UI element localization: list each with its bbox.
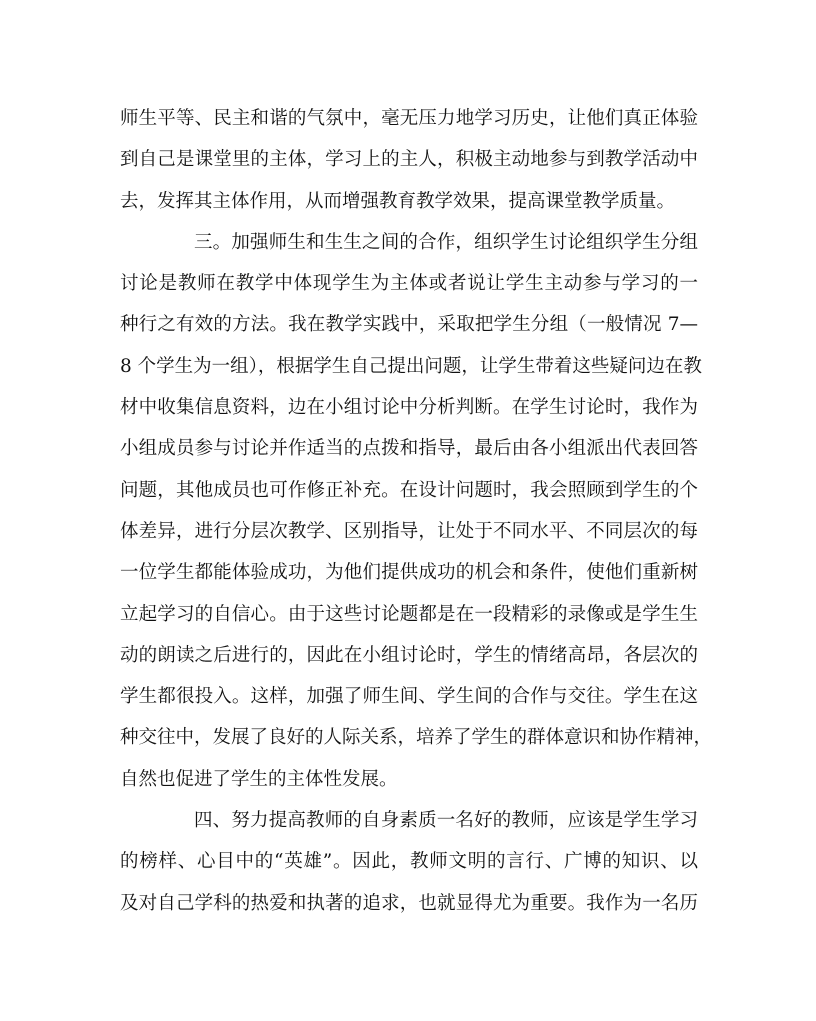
section-heading-line: 四、努力提高教师的自身素质一名好的教师，应该是学生学习 <box>194 810 698 832</box>
text-line: 学生都很投入。这样，加强了师生间、学生间的合作与交往。学生在这 <box>120 686 698 708</box>
text-line: 师生平等、民主和谐的气氛中，毫无压力地学习历史，让他们真正体验 <box>120 108 698 129</box>
text-line: 动的朗读之后进行的，因此在小组讨论时，学生的情绪高昂，各层次的 <box>120 644 698 666</box>
text-line: 体差异，进行分层次教学、区别指导，让处于不同水平、不同层次的每 <box>120 520 698 542</box>
text-line: 问题，其他成员也可作修正补充。在设计问题时，我会照顾到学生的个 <box>120 479 698 501</box>
text-line: 及对自己学科的热爱和执著的追求，也就显得尤为重要。我作为一名历 <box>120 892 698 914</box>
text-line: 去，发挥其主体作用，从而增强教育教学效果，提高课堂教学质量。 <box>120 190 676 212</box>
text-line: 讨论是教师在教学中体现学生为主体或者说让学生主动参与学习的一 <box>120 273 698 295</box>
text-line: 种交往中，发展了良好的人际关系，培养了学生的群体意识和协作精神， <box>120 727 713 749</box>
body-text <box>120 98 713 924</box>
text-line: 自然也促进了学生的主体性发展。 <box>120 768 398 790</box>
text-line: 立起学习的自信心。由于这些讨论题都是在一段精彩的录像或是学生生 <box>120 603 698 625</box>
text-line: 8 个学生为一组），根据学生自己提出问题，让学生带着这些疑问边在教 <box>120 355 702 377</box>
text-line: 到自己是课堂里的主体，学习上的主人，积极主动地参与到教学活动中 <box>120 149 698 171</box>
text-line: 种行之有效的方法。我在教学实践中，采取把学生分组（一般情况 7— <box>120 314 698 336</box>
text-line: 小组成员参与讨论并作适当的点拨和指导，最后由各小组派出代表回答 <box>120 438 698 460</box>
section-heading-line: 三。加强师生和生生之间的合作，组织学生讨论组织学生分组 <box>194 231 698 253</box>
text-line: 的榜样、心目中的“英雄”。因此，教师文明的言行、广博的知识、以 <box>120 851 698 873</box>
text-line: 材中收集信息资料，边在小组讨论中分析判断。在学生讨论时，我作为 <box>120 397 698 419</box>
text-line: 一位学生都能体验成功，为他们提供成功的机会和条件，使他们重新树 <box>120 562 698 584</box>
